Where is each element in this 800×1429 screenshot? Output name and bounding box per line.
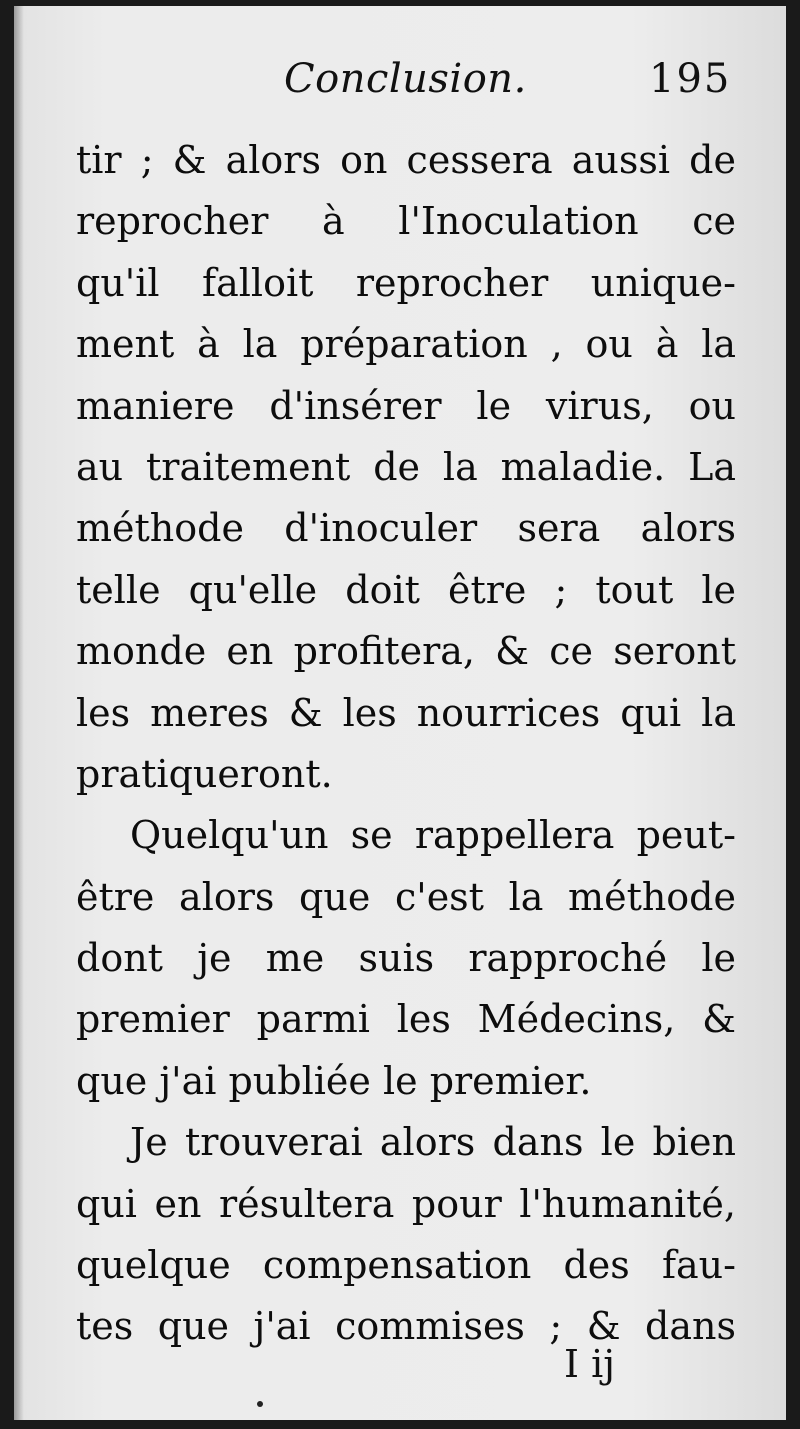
text-line: les meres & les nourrices qui la bbox=[76, 690, 736, 735]
text-line: que j'ai publiée le premier. bbox=[76, 1058, 592, 1103]
text-line: pratiqueront. bbox=[76, 751, 333, 796]
text-line: tes que j'ai commises ; & dans bbox=[76, 1304, 736, 1349]
text-line: reprocher à l'Inoculation ce bbox=[76, 199, 736, 244]
text-line: tir ; & alors on cessera aussi de bbox=[76, 138, 736, 182]
body-text bbox=[76, 130, 736, 1358]
page-edge-shadow bbox=[14, 6, 24, 1420]
text-line: être alors que c'est la méthode bbox=[76, 874, 736, 919]
text-line: au traitement de la maladie. La bbox=[76, 444, 736, 489]
text-line: méthode d'inoculer sera alors bbox=[76, 506, 736, 551]
ink-speck bbox=[257, 1401, 263, 1407]
text-line: qu'il falloit reprocher unique- bbox=[76, 260, 736, 305]
paragraph-start-line: Je trouverai alors dans le bien bbox=[130, 1120, 736, 1165]
text-line: dont je me suis rapproché le bbox=[76, 936, 736, 981]
text-line: premier parmi les Médecins, & bbox=[76, 997, 736, 1042]
paragraph-start-line: Quelqu'un se rappellera peut- bbox=[130, 813, 736, 858]
text-line: telle qu'elle doit être ; tout le bbox=[76, 567, 736, 612]
page-number: 195 bbox=[649, 56, 732, 102]
book-page bbox=[14, 6, 786, 1420]
text-line: qui en résultera pour l'humanité, bbox=[76, 1181, 736, 1226]
text-line: monde en profitera, & ce seront bbox=[76, 629, 736, 674]
text-line: ment à la préparation , ou à la bbox=[76, 322, 736, 367]
text-line: maniere d'insérer le virus, ou bbox=[76, 383, 736, 428]
text-line: quelque compensation des fau- bbox=[76, 1243, 736, 1288]
signature-mark: I ij bbox=[564, 1342, 616, 1386]
page-header bbox=[14, 54, 786, 114]
running-title: Conclusion. bbox=[284, 56, 527, 102]
